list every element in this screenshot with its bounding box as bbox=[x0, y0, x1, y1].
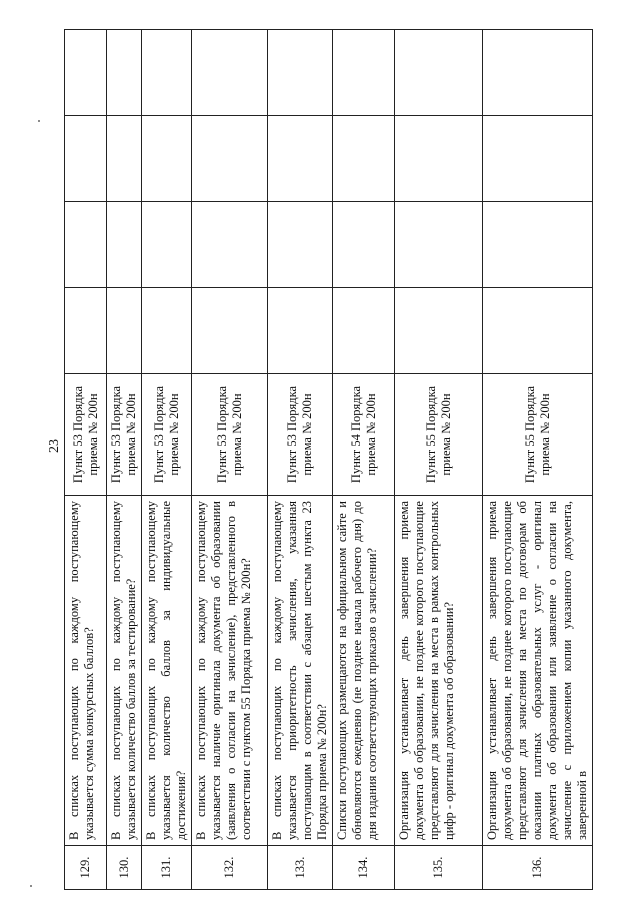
answer-cell bbox=[395, 116, 483, 202]
table-row bbox=[268, 30, 333, 890]
answer-cell bbox=[268, 288, 333, 374]
row-number: 129. bbox=[65, 846, 107, 890]
table-row bbox=[192, 30, 268, 890]
answer-cell bbox=[268, 30, 333, 116]
answer-cell bbox=[142, 116, 192, 202]
page-number: 23 bbox=[47, 439, 62, 453]
row-number: 134. bbox=[333, 846, 395, 890]
answer-cell bbox=[107, 30, 142, 116]
answer-cell bbox=[142, 30, 192, 116]
row-reference: Пункт 53 Порядка приема № 200н bbox=[65, 374, 107, 496]
table-row bbox=[333, 30, 395, 890]
row-question: В списках поступающих по каждому поступающему указывается количество баллов за индивидуальные достижения? bbox=[142, 496, 192, 846]
answer-cell bbox=[65, 288, 107, 374]
answer-cell bbox=[483, 116, 593, 202]
answer-cell bbox=[268, 202, 333, 288]
answer-cell bbox=[192, 116, 268, 202]
answer-cell bbox=[395, 288, 483, 374]
table-row bbox=[65, 30, 107, 890]
row-number: 130. bbox=[107, 846, 142, 890]
answer-cell bbox=[483, 288, 593, 374]
row-question: Организация устанавливает день завершения приема документа об образовании, не позднее которого поступающие представляют для зачисления на места в рамках контрольных цифр - оригинал документа об образовании? bbox=[395, 496, 483, 846]
requirements-table bbox=[64, 30, 589, 890]
row-question: В списках поступающих по каждому поступающему указывается количество баллов за тестирование? bbox=[107, 496, 142, 846]
row-question: В списках поступающих по каждому поступающему указывается сумма конкурсных баллов? bbox=[65, 496, 107, 846]
answer-cell bbox=[192, 288, 268, 374]
answer-cell bbox=[483, 30, 593, 116]
row-question: Организация устанавливает день завершения приема документа об образовании, не позднее которого поступающие представляют для зачисления на места по договорам об оказании платных образовательных услуг - оригинал документа об образовании или заявление о согласии на зачисление с приложением копии указанного документа, заверенной в bbox=[483, 496, 593, 846]
row-number: 132. bbox=[192, 846, 268, 890]
answer-cell bbox=[192, 202, 268, 288]
answer-cell bbox=[333, 116, 395, 202]
answer-cell bbox=[107, 116, 142, 202]
answer-cell bbox=[107, 202, 142, 288]
table-row bbox=[483, 30, 593, 890]
row-reference: Пункт 53 Порядка приема № 200н bbox=[268, 374, 333, 496]
row-number: 135. bbox=[395, 846, 483, 890]
row-reference: Пункт 55 Порядка приема № 200н bbox=[483, 374, 593, 496]
table-row bbox=[142, 30, 192, 890]
answer-cell bbox=[333, 288, 395, 374]
row-reference: Пункт 53 Порядка приема № 200н bbox=[142, 374, 192, 496]
scan-speck bbox=[30, 885, 32, 887]
answer-cell bbox=[65, 30, 107, 116]
answer-cell bbox=[65, 116, 107, 202]
row-number: 133. bbox=[268, 846, 333, 890]
answer-cell bbox=[107, 288, 142, 374]
row-reference: Пункт 53 Порядка приема № 200н bbox=[107, 374, 142, 496]
answer-cell bbox=[333, 30, 395, 116]
row-question: Списки поступающих размещаются на официальном сайте и обновляются ежедневно (не позднее начала рабочего дня) до дня издания соответствующих приказов о зачислении? bbox=[333, 496, 395, 846]
answer-cell bbox=[192, 30, 268, 116]
scan-speck bbox=[38, 120, 40, 122]
answer-cell bbox=[395, 30, 483, 116]
answer-cell bbox=[483, 202, 593, 288]
row-number: 136. bbox=[483, 846, 593, 890]
row-number: 131. bbox=[142, 846, 192, 890]
row-reference: Пункт 54 Порядка приема № 200н bbox=[333, 374, 395, 496]
answer-cell bbox=[268, 116, 333, 202]
row-question: В списках поступающих по каждому поступающему указывается наличие оригинала документа об образовании (заявления о согласии на зачисление), представленного в соответствии с пунктом 55 Порядка приема № 200н? bbox=[192, 496, 268, 846]
answer-cell bbox=[142, 202, 192, 288]
row-question: В списках поступающих по каждому поступающему указывается приоритетность зачисления, указанная поступающим в соответствии с абзацем шестым пункта 23 Порядка приема № 200н? bbox=[268, 496, 333, 846]
answer-cell bbox=[395, 202, 483, 288]
row-reference: Пункт 53 Порядка приема № 200н bbox=[192, 374, 268, 496]
row-reference: Пункт 55 Порядка приема № 200н bbox=[395, 374, 483, 496]
answer-cell bbox=[65, 202, 107, 288]
answer-cell bbox=[142, 288, 192, 374]
answer-cell bbox=[333, 202, 395, 288]
table-row bbox=[107, 30, 142, 890]
table-row bbox=[395, 30, 483, 890]
